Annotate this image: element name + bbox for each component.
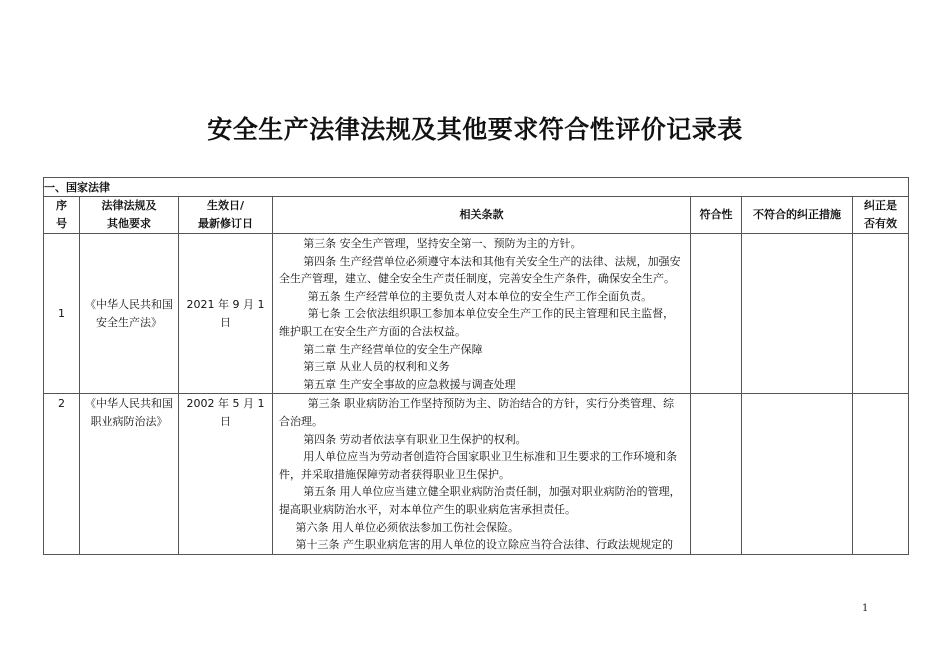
row-clauses	[273, 394, 691, 554]
compliance-record-table	[43, 177, 909, 555]
clause-text: 第四条 劳动者依法享有职业卫生保护的权利。	[303, 432, 527, 446]
row-corrective-cell[interactable]	[742, 394, 853, 554]
header-date	[179, 197, 273, 234]
clause-text: 第三章 从业人员的权利和义务	[303, 360, 450, 374]
section-label: 一、国家法律	[44, 178, 909, 197]
law-name-line1: 《中华人民共和国	[85, 397, 173, 411]
law-name-line2: 职业病防治法》	[90, 415, 168, 429]
date-line1: 2021 年 9 月 1	[186, 297, 265, 311]
row-clauses	[273, 234, 691, 394]
clause-text: 第三条 安全生产管理，坚持安全第一、预防为主的方针。	[303, 237, 582, 250]
date-line2: 日	[220, 315, 231, 329]
section-header-row	[44, 178, 909, 197]
header-date-line1: 生效日/	[206, 199, 245, 212]
date-line1: 2002 年 5 月 1	[186, 397, 265, 411]
row-index: 1	[44, 234, 80, 394]
row-effective-date	[179, 234, 273, 394]
row-law-name	[80, 394, 179, 554]
column-header-row	[44, 197, 909, 234]
clause-text: 用人单位应当为劳动者创造符合国家职业卫生标准和卫生要求的工作环境和条件，并采取措施保障劳动者获得职业卫生保护。	[279, 450, 678, 481]
row-compliance-cell[interactable]	[691, 234, 742, 394]
date-line2: 日	[220, 415, 231, 429]
clause-text: 第十三条 产生职业病危害的用人单位的设立除应当符合法律、行政法规规定的	[295, 538, 673, 552]
page-title: 安全生产法律法规及其他要求符合性评价记录表	[207, 115, 743, 144]
clause-text: 第五条 生产经营单位的主要负责人对本单位的安全生产工作全面负责。	[307, 289, 653, 303]
row-corrective-cell[interactable]	[742, 234, 853, 394]
law-name-line1: 《中华人民共和国	[85, 297, 173, 311]
row-index: 2	[44, 394, 80, 554]
header-index-line2: 号	[56, 217, 67, 230]
header-effective	[853, 197, 909, 234]
clause-text: 第五章 生产安全事故的应急救援与调查处理	[303, 377, 516, 391]
law-name-line2: 安全生产法》	[96, 315, 162, 329]
header-date-line2: 最新修订日	[198, 217, 253, 230]
header-corrective: 不符合的纠正措施	[742, 197, 853, 234]
clause-text: 第七条 工会依法组织职工参加本单位安全生产工作的民主管理和民主监督，维护职工在安全生产方面的合法权益。	[279, 307, 675, 338]
header-law	[80, 197, 179, 234]
row-effective-cell[interactable]	[853, 234, 909, 394]
row-law-name	[80, 234, 179, 394]
header-index-line1: 序	[56, 199, 67, 212]
header-clauses: 相关条款	[273, 197, 691, 234]
table-row	[44, 234, 909, 394]
row-effective-cell[interactable]	[853, 394, 909, 554]
page-number: 1	[862, 603, 869, 614]
header-index	[44, 197, 80, 234]
clause-text: 第三条 职业病防治工作坚持预防为主、防治结合的方针，实行分类管理、综合治理。	[279, 397, 675, 428]
row-effective-date	[179, 394, 273, 554]
header-compliance: 符合性	[691, 197, 742, 234]
header-effective-line2: 否有效	[864, 217, 898, 230]
header-effective-line1: 纠正是	[864, 199, 898, 212]
clause-text: 第四条 生产经营单位必须遵守本法和其他有关安全生产的法律、法规，加强安全生产管理，建立、健全安全生产责任制度，完善安全生产条件，确保安全生产。	[279, 254, 681, 286]
clause-text: 第六条 用人单位必须依法参加工伤社会保险。	[295, 520, 519, 534]
clause-text: 第五条 用人单位应当建立健全职业病防治责任制，加强对职业病防治的管理，提高职业病防治水平，对本单位产生的职业病危害承担责任。	[279, 485, 681, 516]
clause-text: 第二章 生产经营单位的安全生产保障	[303, 342, 483, 356]
row-compliance-cell[interactable]	[691, 394, 742, 554]
header-law-line2: 其他要求	[107, 217, 151, 230]
header-law-line1: 法律法规及	[101, 199, 157, 212]
table-row	[44, 394, 909, 554]
